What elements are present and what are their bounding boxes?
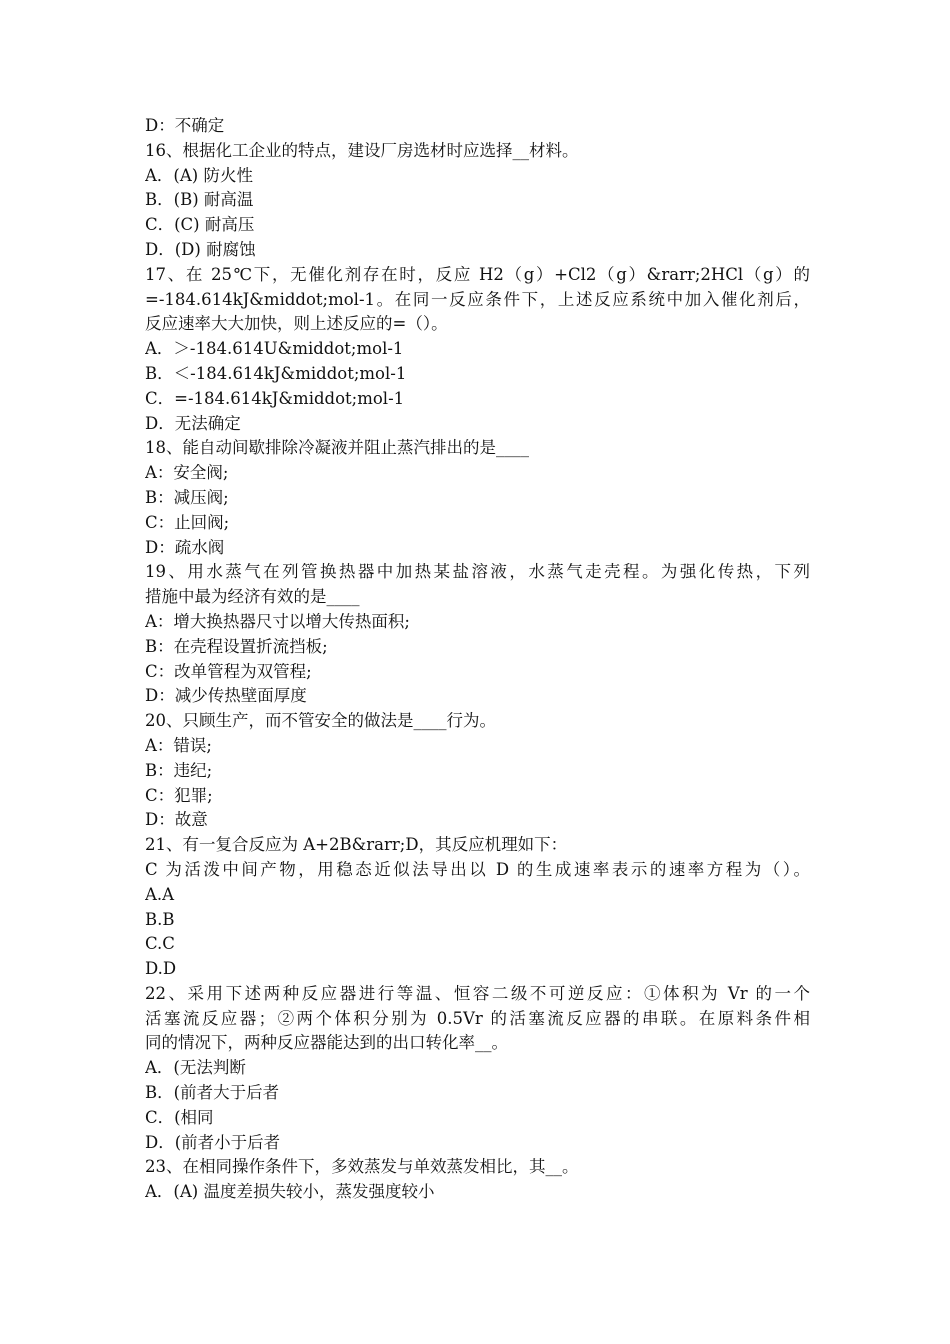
question-text-line: 23、在相同操作条件下，多效蒸发与单效蒸发相比，其__。 xyxy=(145,1157,579,1177)
answer-option-line: A．(无法判断 xyxy=(145,1058,246,1078)
answer-option-line: B：减压阀; xyxy=(145,487,229,507)
question-text-line: 18、能自动间歇排除冷凝液并阻止蒸汽排出的是____ xyxy=(145,438,529,458)
question-text-line: =-184.614kJ&middot;mol-1。在同一反应条件下，上述反应系统中加入催化剂后， xyxy=(145,289,810,309)
answer-option-line: D．(D) 耐腐蚀 xyxy=(145,239,256,259)
answer-option-line: A．(A) 温度差损失较小，蒸发强度较小 xyxy=(145,1182,435,1202)
answer-option-line: B．(前者大于后者 xyxy=(145,1083,280,1103)
answer-option-line: A.A xyxy=(145,884,175,904)
answer-option-line: D.D xyxy=(145,959,177,979)
answer-option-line: C．(C) 耐高压 xyxy=(145,215,255,235)
question-text-line: 活塞流反应器；②两个体积分别为 0.5Vr 的活塞流反应器的串联。在原料条件相 xyxy=(145,1008,810,1028)
answer-option-line: D．(前者小于后者 xyxy=(145,1132,281,1152)
answer-option-line: C：改单管程为双管程; xyxy=(145,661,312,681)
answer-option-line: C：犯罪; xyxy=(145,785,213,805)
question-text-line: 21、有一复合反应为 A+2B&rarr;D，其反应机理如下： xyxy=(145,835,568,855)
question-text-line: C 为活泼中间产物，用稳态近似法导出以 D 的生成速率表示的速率方程为（）。 xyxy=(145,859,810,879)
answer-option-line: C．=-184.614kJ&middot;mol-1 xyxy=(145,388,405,408)
answer-option-line: D：疏水阀 xyxy=(145,537,225,557)
question-text-line: 19、用水蒸气在列管换热器中加热某盐溶液，水蒸气走壳程。为强化传热，下列 xyxy=(145,562,810,582)
answer-option-line: C：止回阀; xyxy=(145,512,230,532)
answer-option-line: B：在壳程设置折流挡板; xyxy=(145,636,328,656)
question-text-line: 同的情况下，两种反应器能达到的出口转化率__。 xyxy=(145,1033,508,1053)
question-text-line: 16、根据化工企业的特点，建设厂房选材时应选择__材料。 xyxy=(145,140,579,160)
answer-option-line: C.C xyxy=(145,934,175,954)
question-text-line: 22、采用下述两种反应器进行等温、恒容二级不可逆反应：①体积为 Vr 的一个 xyxy=(145,983,810,1003)
question-text-line: 20、只顾生产，而不管安全的做法是____行为。 xyxy=(145,711,496,731)
question-text-line: 反应速率大大加快，则上述反应的=（）。 xyxy=(145,314,448,334)
answer-option-line: B.B xyxy=(145,909,175,929)
answer-option-line: D：减少传热壁面厚度 xyxy=(145,686,307,706)
answer-option-line: A：安全阀; xyxy=(145,463,229,483)
answer-option-line: B．＜-184.614kJ&middot;mol-1 xyxy=(145,363,407,383)
question-text-line: 措施中最为经济有效的是____ xyxy=(145,587,360,607)
question-text-line: 17、在 25℃下，无催化剂存在时，反应 H2（g）+Cl2（g）&rarr;2HCl（g）的 xyxy=(145,264,810,284)
answer-option-line: A．＞-184.614U&middot;mol-1 xyxy=(145,339,404,359)
answer-option-line: A：错误; xyxy=(145,735,212,755)
document-body xyxy=(145,114,810,1205)
answer-option-line: D：故意 xyxy=(145,810,208,830)
answer-option-line: A．(A) 防火性 xyxy=(145,165,253,185)
answer-option-line: D．无法确定 xyxy=(145,413,241,433)
answer-option-line: C．(相同 xyxy=(145,1107,214,1127)
answer-option-line: B：违纪; xyxy=(145,760,213,780)
answer-option-line: B．(B) 耐高温 xyxy=(145,190,254,210)
answer-option-line: D：不确定 xyxy=(145,116,225,135)
answer-option-line: A：增大换热器尺寸以增大传热面积; xyxy=(145,611,410,631)
